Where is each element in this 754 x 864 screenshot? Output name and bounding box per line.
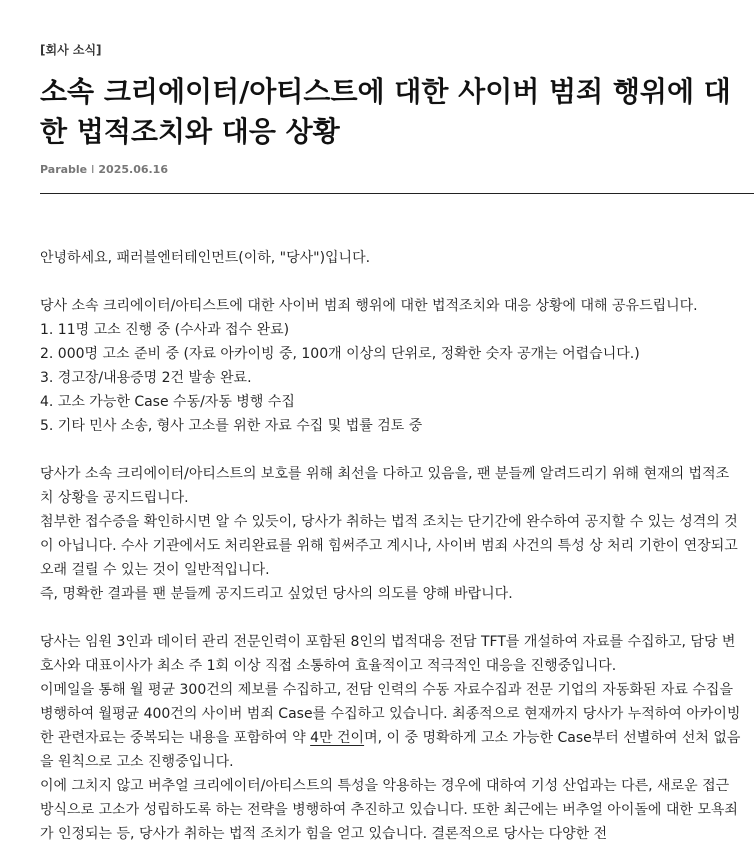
article-author: Parable xyxy=(40,163,88,176)
response-paragraph: 당사는 임원 3인과 데이터 관리 전문인력이 포함된 8인의 법적대응 전담 TFT를 개설하여 자료를 수집하고, 담당 변호사와 대표이사가 최소 주 1회 이상 직접 소통하여 효율적이고 적극적인 대응을 진행중입니다. xyxy=(40,634,736,674)
list-item: 3. 경고장/내용증명 2건 발송 완료. xyxy=(40,370,252,386)
article-title: 소속 크리에이터/아티스트에 대한 사이버 범죄 행위에 대한 법적조치와 대응 상황 xyxy=(40,75,731,148)
collection-text-end: 며, 이 중 명확하게 고소 가능한 Case부터 선별하여 선처 없음을 원칙으로 고소 진행중입니다. xyxy=(40,730,741,770)
notice-paragraph: 첨부한 접수증을 확인하시면 알 수 있듯이, 당사가 취하는 법적 조치는 단기간에 완수하여 공지할 수 있는 성격의 것이 아닙니다. 수사 기관에서도 처리완료를 위해 힘써주고 계시나, 사이버 범죄 사건의 특성 상 처리 기한이 연장되고 오래 걸릴 수 있는 것이 일반적입니다. xyxy=(40,514,738,578)
intro-paragraph: 당사 소속 크리에이터/아티스트에 대한 사이버 범죄 행위에 대한 법적조치와 대응 상황에 대해 공유드립니다. xyxy=(40,298,698,314)
notice-paragraph: 당사가 소속 크리에이터/아티스트의 보호를 위해 최선을 다하고 있음을, 팬 분들께 알려드리기 위해 현재의 법적조치 상황을 공지드립니다. xyxy=(40,466,730,506)
archived-count-emphasis: 4만 건이 xyxy=(310,730,365,746)
article-category: [회사 소식] xyxy=(40,43,102,57)
article-date: 2025.06.16 xyxy=(98,163,168,176)
collection-text: 이메일을 통해 월 평균 300건의 제보를 수집하고, 전담 인력의 수동 자료수집과 전문 기업의 자동화된 자료 수집을 병행하여 월평균 400건의 사이버 범죄 Case를 수집하고 있습니다. 최종적으로 현재까지 당사가 누적하여 아카이빙한 관련자료는 중복되는 내용을 포함하여 약 xyxy=(40,682,741,746)
response-paragraph-collection xyxy=(40,678,742,774)
list-item: 2. 000명 고소 준비 중 (자료 아카이빙 중, 100개 이상의 단위로, 정확한 숫자 공개는 어렵습니다.) xyxy=(40,346,640,362)
meta-separator: I xyxy=(91,163,95,176)
header-divider xyxy=(40,193,754,194)
article-body xyxy=(40,246,742,846)
response-paragraph: 이에 그치지 않고 버추얼 크리에이터/아티스트의 특성을 악용하는 경우에 대하여 기성 산업과는 다른, 새로운 접근방식으로 고소가 성립하도록 하는 전략을 병행하여 추진하고 있습니다. 또한 최근에는 버추얼 아이돌에 대한 모욕죄가 인정되는 등, 당사가 취하는 법적 조치가 힘을 얻고 있습니다. 결론적으로 당사는 다양한 전 xyxy=(40,778,738,842)
list-item: 1. 11명 고소 진행 중 (수사과 접수 완료) xyxy=(40,322,290,338)
list-item: 5. 기타 민사 소송, 형사 고소를 위한 자료 수집 및 법률 검토 중 xyxy=(40,418,423,434)
list-item: 4. 고소 가능한 Case 수동/자동 병행 수집 xyxy=(40,394,295,410)
notice-paragraph: 즉, 명확한 결과를 팬 분들께 공지드리고 싶었던 당사의 의도를 양해 바랍니다. xyxy=(40,586,513,602)
article-meta xyxy=(40,163,168,176)
greeting-paragraph: 안녕하세요, 패러블엔터테인먼트(이하, "당사")입니다. xyxy=(40,250,371,266)
